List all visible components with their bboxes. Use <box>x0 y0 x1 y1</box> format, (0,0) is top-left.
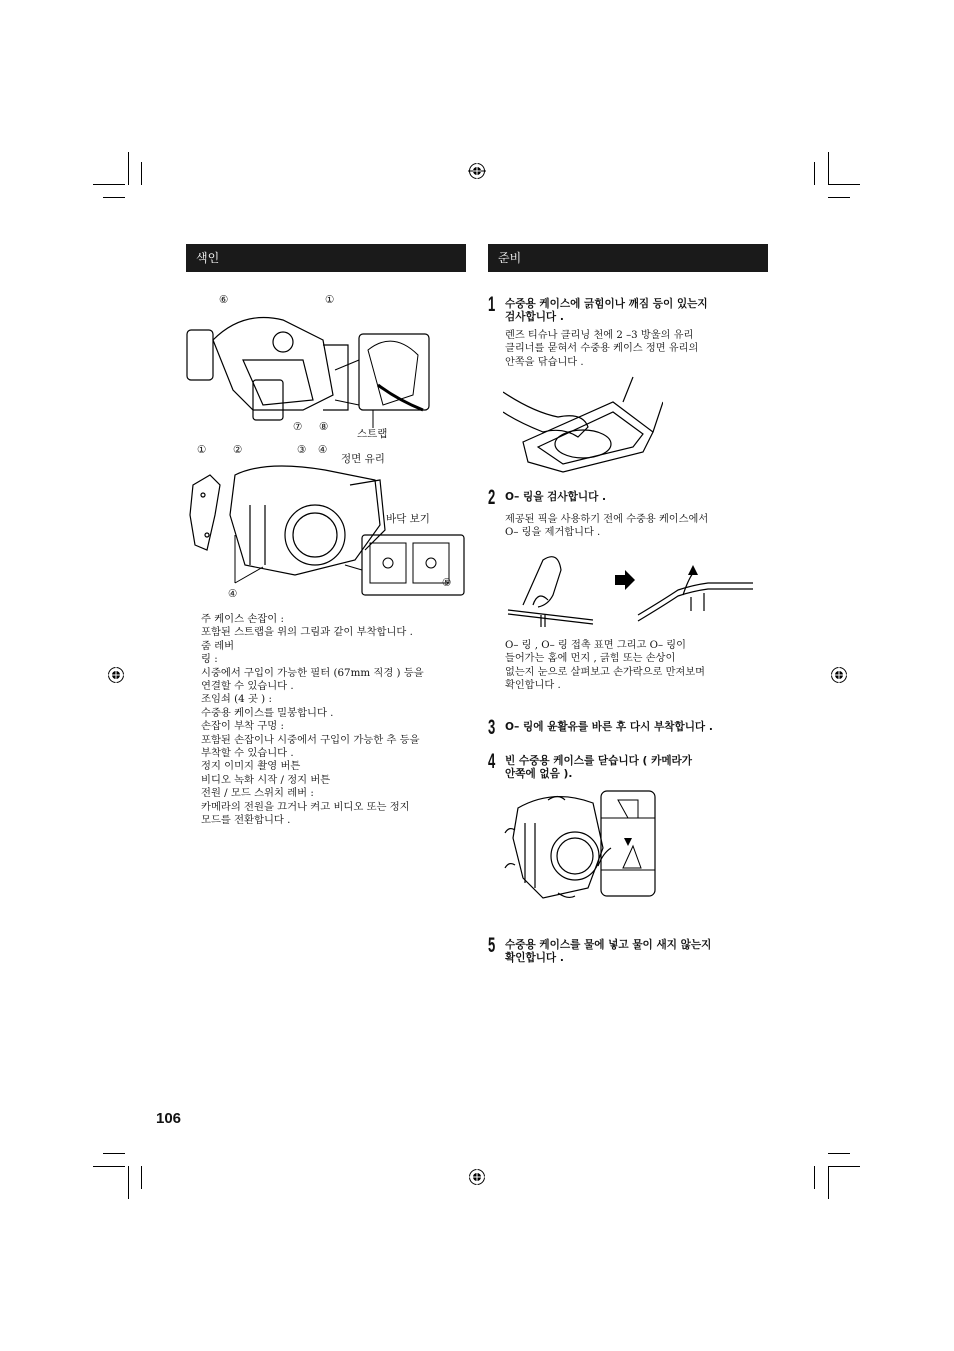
step-body-line: 확인합니다 . <box>505 680 561 692</box>
o-ring-removal-illustration <box>503 545 763 630</box>
step-5-title <box>505 939 711 965</box>
step-4-title <box>505 755 692 781</box>
crop-mark <box>103 1153 125 1154</box>
step-title-line: 안쪽에 없음 ). <box>505 768 573 780</box>
cleaning-glass-illustration <box>503 372 663 477</box>
crop-mark <box>128 1166 129 1199</box>
legend-line: 줌 레버 <box>201 639 235 652</box>
step-title-line: 확인합니다 . <box>505 952 564 964</box>
step-2-number: 2 <box>488 486 496 509</box>
crop-mark <box>828 1153 850 1154</box>
page-number: 106 <box>156 1110 182 1127</box>
legend-line: 연결할 수 있습니다 . <box>201 680 294 693</box>
registration-mark <box>468 162 486 180</box>
parts-legend <box>201 613 469 828</box>
crop-mark <box>103 197 125 198</box>
index-section-header: 색인 <box>186 244 466 272</box>
step-title-line: 검사합니다 . <box>505 311 564 323</box>
legend-line: 시중에서 구입이 가능한 필터 (67mm 직경 ) 등을 <box>201 666 424 679</box>
step-title-line: 수중용 케이스에 긁힘이나 깨짐 등이 있는지 <box>505 298 708 310</box>
callout-8: ⑧ <box>319 421 329 433</box>
step-1-body <box>505 329 698 369</box>
crop-mark <box>93 184 125 185</box>
step-title-line: 수중용 케이스를 물에 넣고 물이 새지 않는지 <box>505 939 712 951</box>
step-body-line: O– 링을 제거합니다 . <box>505 527 601 539</box>
step-body-line: 들어가는 홈에 먼지 , 긁힘 또는 손상이 <box>505 653 676 665</box>
closing-housing-illustration <box>503 788 658 906</box>
step-title-line: O– 링에 윤활유를 바른 후 다시 부착합니다 . <box>505 721 713 733</box>
legend-line: 조임쇠 (4 곳 ) : <box>201 693 272 706</box>
step-2-body <box>505 513 708 540</box>
crop-mark <box>128 152 129 185</box>
step-4-number: 4 <box>488 750 496 773</box>
crop-mark <box>828 1166 860 1167</box>
step-5-number: 5 <box>488 934 496 957</box>
callout-7: ⑦ <box>293 421 303 433</box>
legend-line: 링 : <box>201 653 218 666</box>
step-body-line: 안쪽을 닦습니다 . <box>505 356 584 368</box>
legend-line: 부착할 수 있습니다 . <box>201 747 294 760</box>
callout-3: ③ <box>297 444 307 456</box>
step-body-line: O– 링 , O– 링 접촉 표면 그리고 O– 링이 <box>505 640 686 651</box>
step-1-title <box>505 298 708 324</box>
step-3-number: 3 <box>488 716 496 739</box>
housing-front-illustration <box>185 455 470 600</box>
crop-mark <box>814 162 815 185</box>
step-body-line: 렌즈 티슈나 클리닝 천에 2 –3 방울의 유리 <box>505 330 694 341</box>
preparation-section-header: 준비 <box>488 244 768 272</box>
step-title-line: O– 링을 검사합니다 . <box>505 491 607 503</box>
housing-side-illustration <box>183 300 433 440</box>
crop-mark <box>93 1166 125 1167</box>
step-body-line: 제공된 픽을 사용하기 전에 수중용 케이스에서 <box>505 514 709 525</box>
step-title-line: 빈 수중용 케이스를 닫습니다 ( 카메라가 <box>505 755 693 767</box>
callout-5: ⑤ <box>442 577 452 589</box>
legend-line: 수중용 케이스를 밀봉합니다 . <box>201 706 334 719</box>
step-3-title <box>505 721 713 734</box>
legend-line: 비디오 녹화 시작 / 정지 버튼 <box>201 773 331 786</box>
legend-line: 정지 이미지 촬영 버튼 <box>201 760 301 773</box>
step-1-number: 1 <box>488 293 496 316</box>
legend-line: 전원 / 모드 스위치 레버 : <box>201 787 314 800</box>
strap-label: 스트랩 <box>357 428 388 440</box>
step-body-line: 클리너를 묻혀서 수중용 케이스 정면 유리의 <box>505 343 699 355</box>
callout-1-top: ① <box>325 294 335 306</box>
registration-mark <box>830 666 848 684</box>
crop-mark <box>814 1166 815 1189</box>
callout-4-bottom: ④ <box>228 588 238 600</box>
front-glass-label: 정면 유리 <box>341 453 385 465</box>
legend-line: 손잡이 부착 구멍 : <box>201 720 284 733</box>
step-2-check-text <box>505 639 705 693</box>
bottom-view-label: 바닥 보기 <box>386 513 430 525</box>
legend-line: 카메라의 전원을 끄거나 켜고 비디오 또는 정지 <box>201 800 410 813</box>
legend-line: 모드를 전환합니다 . <box>201 814 291 827</box>
callout-2: ② <box>233 444 243 456</box>
crop-mark <box>141 162 142 185</box>
step-body-line: 없는지 눈으로 살펴보고 손가락으로 만져보며 <box>505 666 705 678</box>
legend-line: 포함된 스트랩을 위의 그림과 같이 부착합니다 . <box>201 626 413 639</box>
legend-line: 포함된 손잡이나 시중에서 구입이 가능한 추 등을 <box>201 733 420 746</box>
registration-mark <box>107 666 125 684</box>
callout-4: ④ <box>318 444 328 456</box>
registration-mark <box>468 1168 486 1186</box>
callout-1: ① <box>197 444 207 456</box>
crop-mark <box>141 1166 142 1189</box>
step-2-title <box>505 491 606 504</box>
crop-mark <box>828 1166 829 1199</box>
callout-6: ⑥ <box>219 294 229 306</box>
crop-mark <box>828 197 850 198</box>
crop-mark <box>828 152 829 185</box>
legend-line: 주 케이스 손잡이 : <box>201 613 284 625</box>
crop-mark <box>828 184 860 185</box>
